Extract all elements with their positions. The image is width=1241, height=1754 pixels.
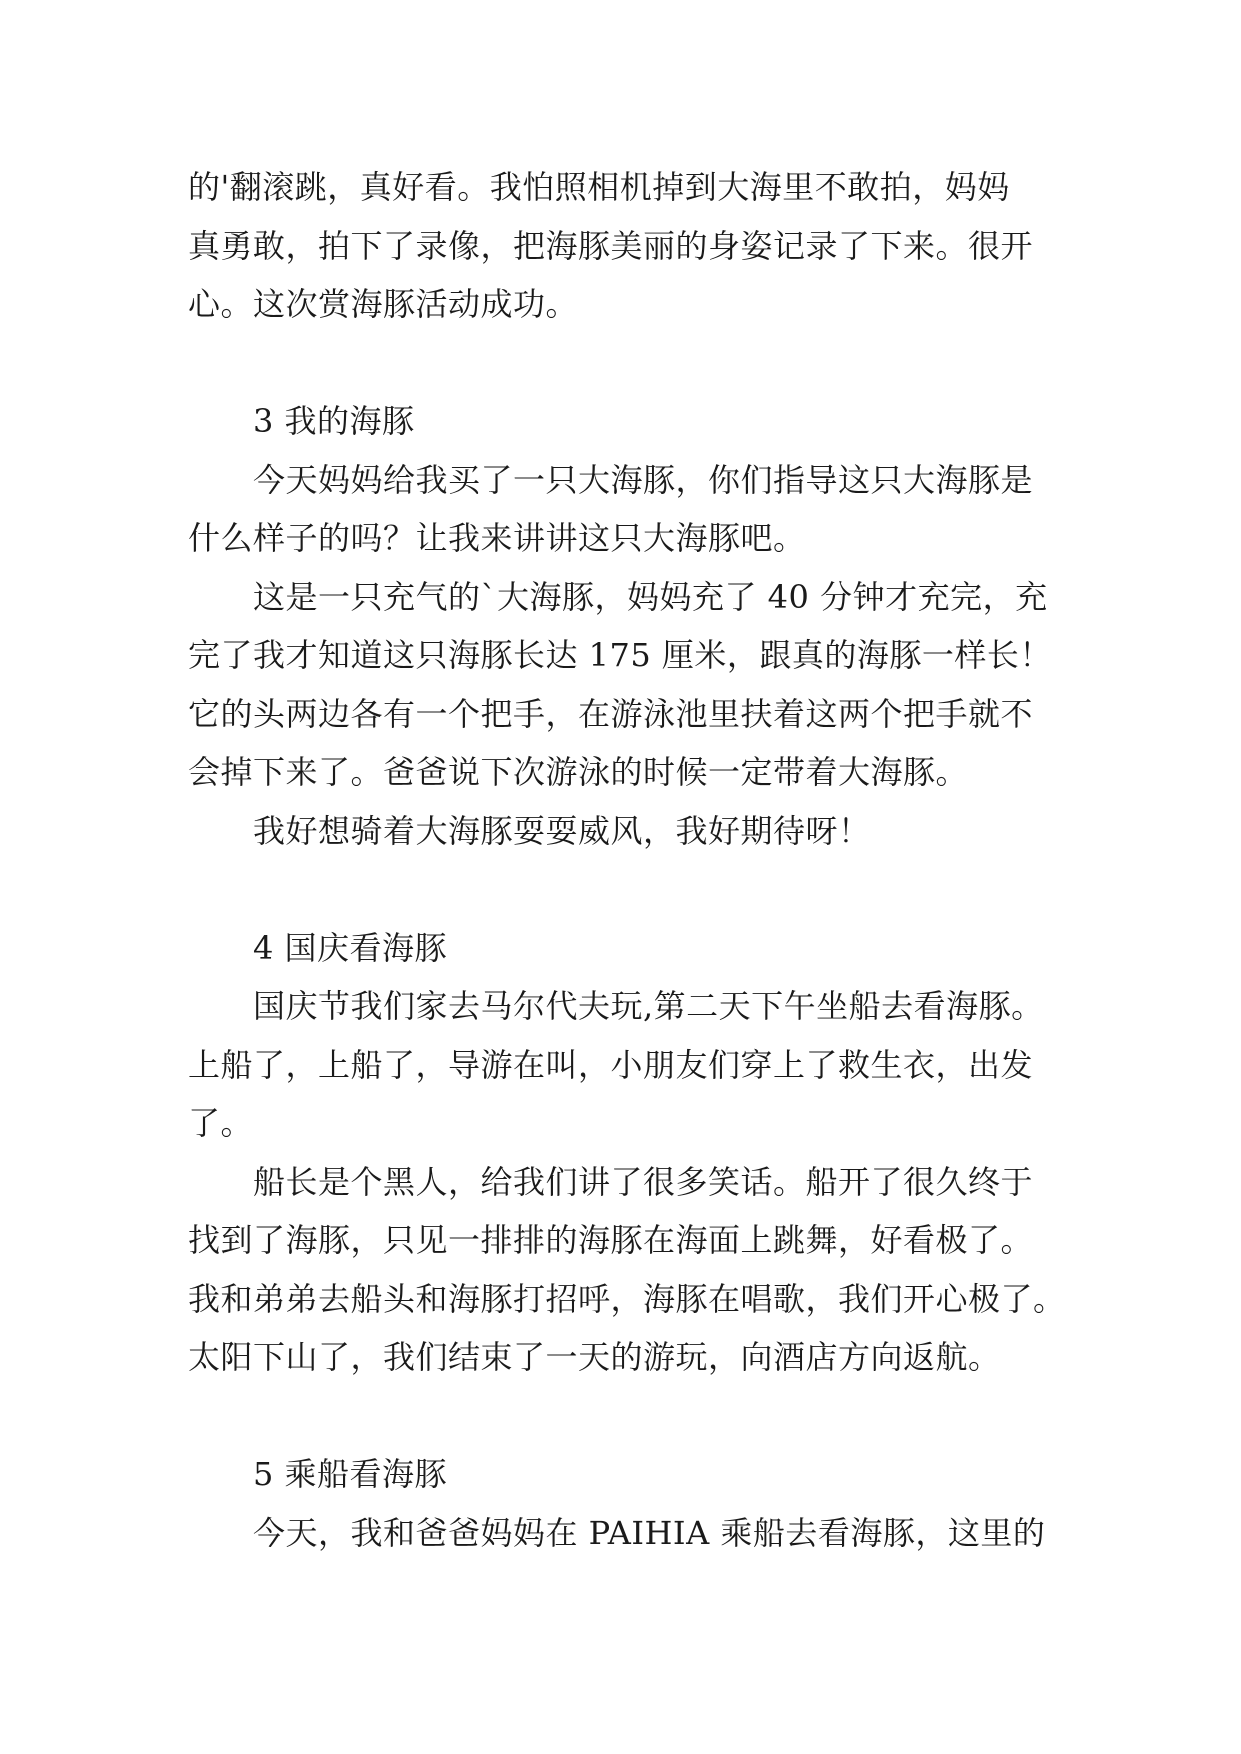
text-line: 会掉下来了。爸爸说下次游泳的时候一定带着大海豚。 <box>188 753 969 791</box>
text-line: 心。这次赏海豚活动成功。 <box>188 285 579 323</box>
text-line: 今天，我和爸爸妈妈在 PAIHIA 乘船去看海豚，这里的 <box>253 1513 1046 1552</box>
text-line: 上船了，上船了，导游在叫，小朋友们穿上了救生衣，出发 <box>188 1045 1034 1084</box>
text-line: 太阳下山了，我们结束了一天的游玩，向酒店方向返航。 <box>188 1338 1001 1376</box>
text-line: 完了我才知道这只海豚长达 175 厘米，跟真的海豚一样长！ <box>188 636 1052 674</box>
text-line: 这是一只充气的`大海豚，妈妈充了 40 分钟才充完，充 <box>253 577 1048 616</box>
paragraph <box>188 451 1060 568</box>
text-line: 国庆节我们家去马尔代夫玩,第二天下午坐船去看海豚。 <box>253 987 1044 1025</box>
paragraph <box>188 568 1060 802</box>
text-line: 我好想骑着大海豚耍耍威风，我好期待呀！ <box>253 811 871 850</box>
section-heading: 4 国庆看海豚 <box>253 928 448 967</box>
section-heading: 3 我的海豚 <box>253 402 415 440</box>
intro-paragraph <box>188 158 1060 334</box>
section-3 <box>188 392 1060 860</box>
text-line: 的'翻滚跳，真好看。我怕照相机掉到大海里不敢拍，妈妈 <box>188 168 1010 206</box>
section-4 <box>188 919 1066 1387</box>
text-line: 了。 <box>188 1104 254 1142</box>
text-line: 今天妈妈给我买了一只大海豚，你们指导这只大海豚是 <box>253 460 1034 499</box>
section-heading: 5 乘船看海豚 <box>253 1455 448 1493</box>
text-line: 船长是个黑人，给我们讲了很多笑话。船开了很久终于 <box>253 1162 1034 1201</box>
text-line: 它的头两边各有一个把手，在游泳池里扶着这两个把手就不 <box>188 694 1034 733</box>
section-spacer <box>188 1387 1060 1446</box>
paragraph <box>188 1504 1060 1563</box>
paragraph <box>188 977 1060 1153</box>
text-line: 真勇敢，拍下了录像，把海豚美丽的身姿记录了下来。很开 <box>188 226 1034 265</box>
paragraph <box>188 1153 1066 1387</box>
text-line: 找到了海豚，只见一排排的海豚在海面上跳舞，好看极了。 <box>188 1221 1034 1259</box>
section-spacer <box>188 334 1060 393</box>
section-spacer <box>188 860 1060 919</box>
paragraph <box>188 802 1060 861</box>
text-line: 我和弟弟去船头和海豚打招呼，海豚在唱歌，我们开心极了。 <box>188 1279 1066 1318</box>
document-page <box>188 158 1066 1562</box>
text-line: 什么样子的吗？让我来讲讲这只大海豚吧。 <box>188 519 806 557</box>
section-5 <box>188 1445 1060 1562</box>
